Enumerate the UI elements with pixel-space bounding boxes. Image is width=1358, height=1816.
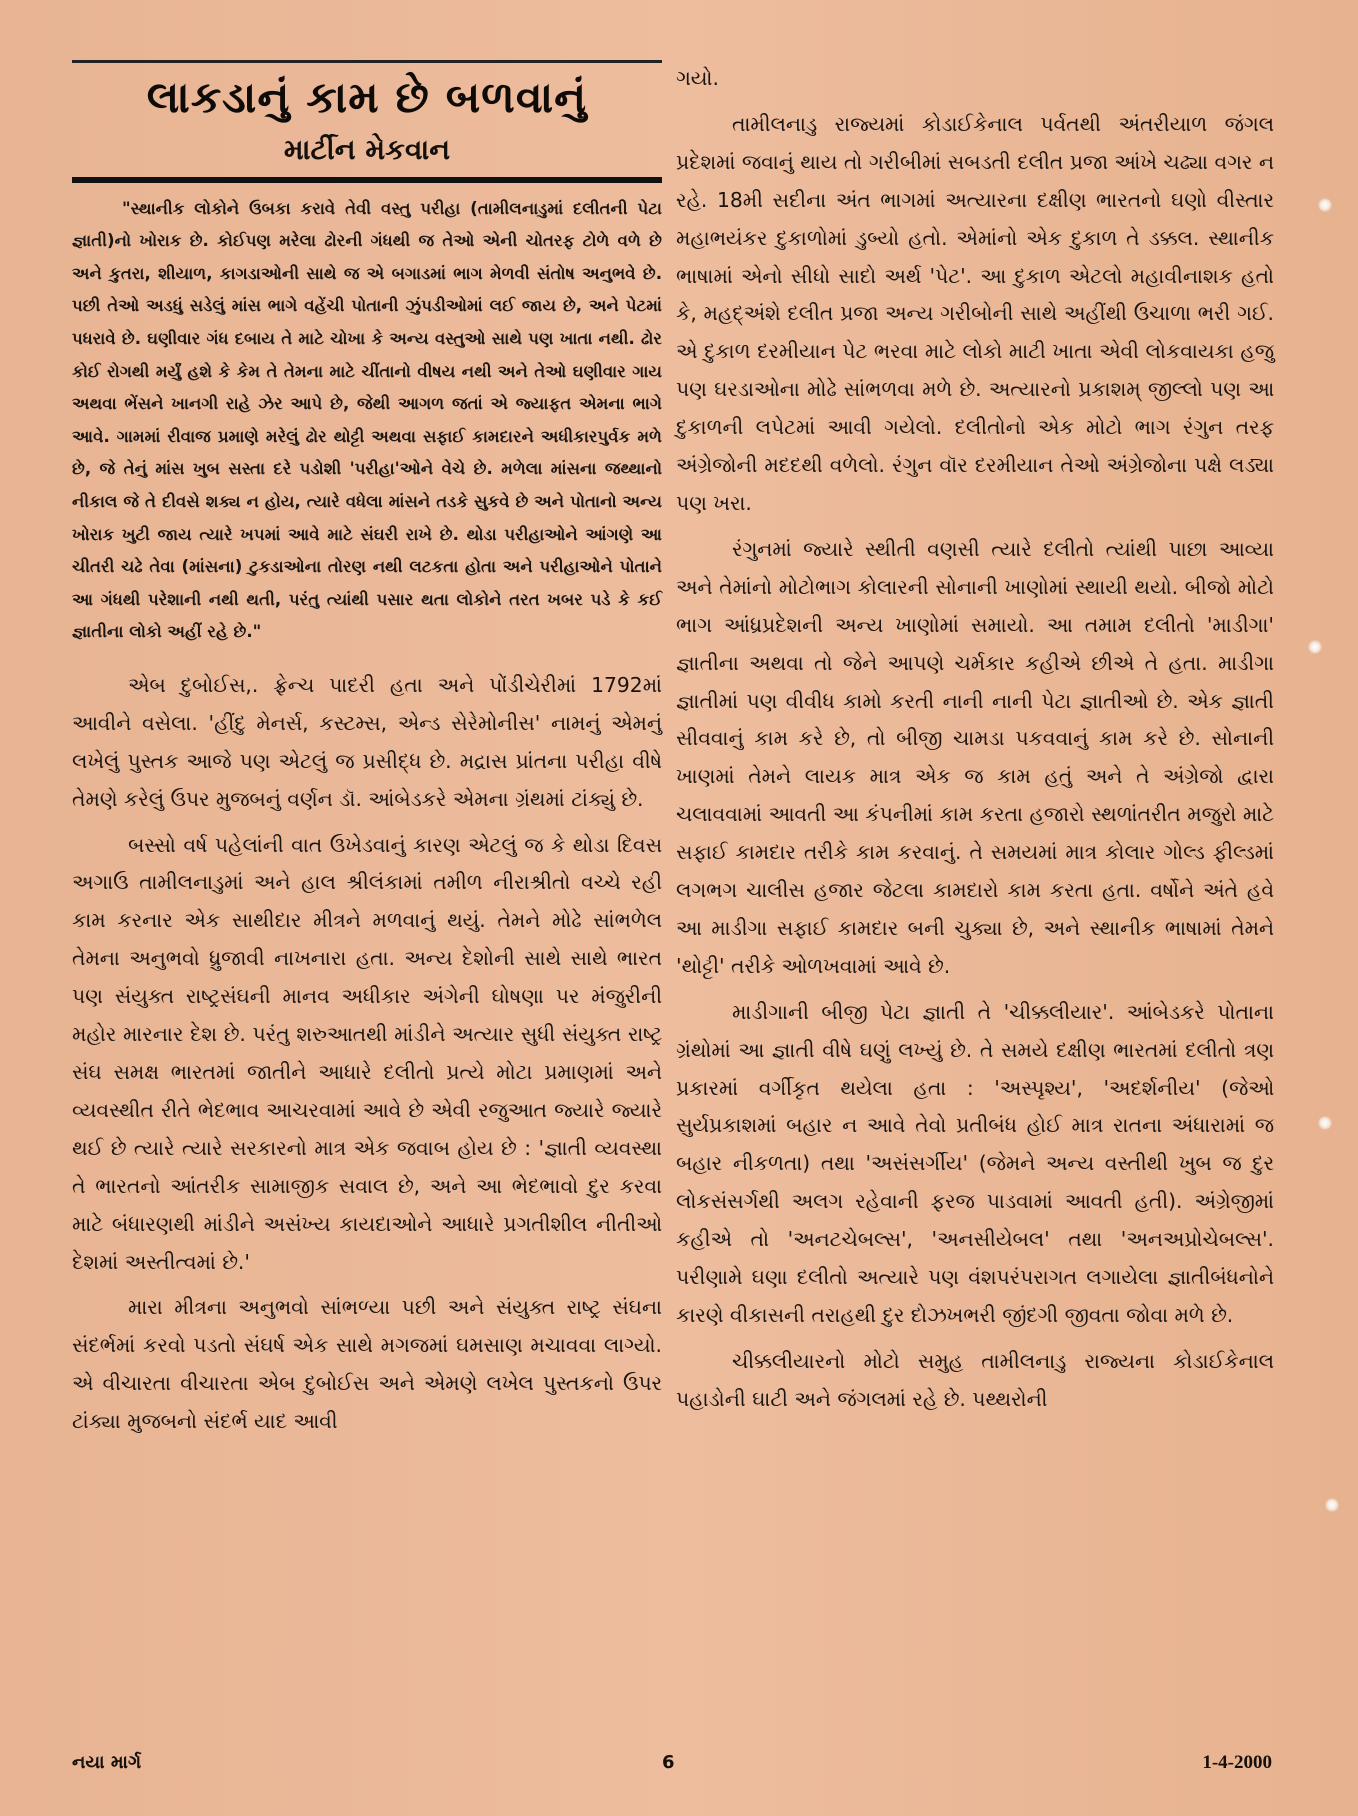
- body-paragraph: ચીક્કલીયારનો મોટો સમુહ તામીલનાડુ રાજ્યના કોડાઈકેનાલ પહાડોની ઘાટી અને જંગલમાં રહે છે. પથ્થરોની: [676, 1348, 1274, 1411]
- article-title: લાકડાનું કામ છે બળવાનું: [146, 73, 588, 123]
- body-paragraph: રંગુનમાં જ્યારે સ્થીતી વણસી ત્યારે દલીતો ત્યાંથી પાછા આવ્યા અને તેમાંનો મોટોભાગ કોલારની સોનાની ખાણોમાં સ્થાયી થયો. બીજો મોટો ભાગ આંધ્રપ્રદેશની અન્ય ખાણોમાં સમાયો. આ તમામ દલીતો 'માડીગા' જ્ઞાતીના અથવા તો જેને આપણે ચર્મકાર કહીએ છીએ તે હતા. માડીગા જ્ઞાતીમાં પણ વીવીધ કામો કરતી નાની નાની પેટા જ્ઞાતીઓ છે. એક જ્ઞાતી સીવવાનું કામ કરે છે, તો બીજી ચામડા પકવવાનું કામ કરે છે. સોનાની ખાણમાં તેમને લાયક માત્ર એક જ કામ હતું અને તે અંગ્રેજો દ્વારા ચલાવવામાં આવતી આ કંપનીમાં કામ કરતા હજારો સ્થળાંતરીત મજુરો માટે સફાઈ કામદાર તરીકે કામ કરવાનું. તે સમયમાં માત્ર કોલાર ગોલ્ડ ફીલ્ડમાં લગભગ ચાલીસ હજાર જેટલા કામદારો કામ કરતા હતા. વર્ષોને અંતે હવે આ માડીગા સફાઈ કામદાર બની ચુક્યા છે, અને સ્થાનીક ભાષામાં તેમને 'થોટ્ટી' તરીકે ઓળખવામાં આવે છે.: [676, 536, 1274, 978]
- punch-hole: [1308, 640, 1322, 654]
- punch-hole: [1318, 198, 1332, 212]
- issue-date: 1-4-2000: [1202, 1752, 1272, 1773]
- body-paragraph: તામીલનાડુ રાજ્યમાં કોડાઈકેનાલ પર્વતથી અંતરીયાળ જંગલ પ્રદેશમાં જવાનું થાય તો ગરીબીમાં સબડતી દલીત પ્રજા આંખે ચઢ્યા વગર ન રહે. 18મી સદીના અંત ભાગમાં અત્યારના દક્ષીણ ભારતનો ઘણો વીસ્તાર મહાભયંકર દુકાળોમાં ડુબ્યો હતો. એમાંનો એક દુકાળ તે ડક્કલ. સ્થાનીક ભાષામાં એનો સીધો સાદો અર્થ 'પેટ'. આ દુકાળ એટલો મહાવીનાશક હતો કે, મહદ્અંશે દલીત પ્રજા અન્ય ગરીબોની સાથે અહીંથી ઉચાળા ભરી ગઈ. એ દુકાળ દરમીયાન પેટ ભરવા માટે લોકો માટી ખાતા એવી લોકવાયકા હજુ પણ ઘરડાઓના મોઢે સાંભળવા મળે છે. અત્યારનો પ્રકાશમ્ જીલ્લો પણ આ દુકાળની લપેટમાં આવી ગયેલો. દલીતોનો એક મોટો ભાગ રંગુન તરફ અંગ્રેજોની મદદથી વળેલો. રંગુન વૉર દરમીયાન તેઓ અંગ્રેજોના પક્ષે લડ્યા પણ ખરા.: [676, 111, 1274, 515]
- title-bottom-rule: [72, 177, 662, 183]
- punch-hole: [1325, 1498, 1339, 1512]
- left-column: [72, 60, 662, 1441]
- body-paragraph: બસ્સો વર્ષ પહેલાંની વાત ઉખેડવાનું કારણ એટલું જ કે થોડા દિવસ અગાઉ તામીલનાડુમાં અને હાલ શ્રીલંકામાં તમીળ નીરાશ્રીતો વચ્ચે રહી કામ કરનાર એક સાથીદાર મીત્રને મળવાનું થયું. તેમને મોઢે સાંભળેલ તેમના અનુભવો ધ્રુજાવી નાખનારા હતા. અન્ય દેશોની સાથે સાથે ભારત પણ સંયુક્ત રાષ્ટ્રસંઘની માનવ અધીકાર અંગેની ઘોષણા પર મંજુરીની મહોર મારનાર દેશ છે. પરંતુ શરુઆતથી માંડીને અત્યાર સુધી સંયુક્ત રાષ્ટ્ર સંઘ સમક્ષ ભારતમાં જાતીને આધારે દલીતો પ્રત્યે મોટા પ્રમાણમાં અને વ્યવસ્થીત રીતે ભેદભાવ આચરવામાં આવે છે એવી રજુઆત જ્યારે જ્યારે થઈ છે ત્યારે ત્યારે સરકારનો માત્ર એક જવાબ હોય છે : 'જ્ઞાતી વ્યવસ્થા તે ભારતનો આંતરીક સામાજીક સવાલ છે, અને આ ભેદભાવો દુર કરવા માટે બંધારણથી માંડીને અસંખ્ય કાયદાઓને આધારે પ્રગતીશીલ નીતીઓ દેશમાં અસ્તીત્વમાં છે.': [72, 832, 662, 1274]
- body-paragraph: એબ દુબોઈસ,. ફ્રેન્ચ પાદરી હતા અને પોંડીચેરીમાં 1792માં આવીને વસેલા. 'હીંદુ મેનર્સ, કસ્ટમ્સ, એન્ડ સેરેમોનીસ' નામનું એમનું લખેલું પુસ્તક આજે પણ એટલું જ પ્રસીદ્ધ છે. મદ્રાસ પ્રાંતના પરીહા વીષે તેમણે કરેલું ઉપર મુજબનું વર્ણન ડૉ. આંબેડકરે એમના ગ્રંથમાં ટાંક્યું છે.: [72, 672, 662, 811]
- punch-hole: [1318, 1116, 1332, 1130]
- article-author: માર્ટીન મેકવાન: [283, 132, 451, 166]
- body-paragraph: મારા મીત્રના અનુભવો સાંભળ્યા પછી અને સંયુક્ત રાષ્ટ્ર સંઘના સંદર્ભમાં કરવો પડતો સંઘર્ષ એક સાથે મગજમાં ઘમસાણ મચાવવા લાગ્યો. એ વીચારતા વીચારતા એબ દુબોઈસ અને એમણે લખેલ પુસ્તકનો ઉપર ટાંક્યા મુજબનો સંદર્ભ યાદ આવી: [72, 1295, 662, 1434]
- continued-text: ગયો.: [676, 66, 719, 90]
- opening-quote: "સ્થાનીક લોકોને ઉબકા કરાવે તેવી વસ્તુ પરીહા (તામીલનાડુમાં દલીતની પેટા જ્ઞાતી)નો ખોરાક છે. કોઈપણ મરેલા ઢોરની ગંધથી જ તેઓ એની ચોતરફ ટોળે વળે છે અને કુતરા, શીયાળ, કાગડાઓની સાથે જ એ બગાડમાં ભાગ મેળવી સંતોષ અનુભવે છે. પછી તેઓ અડધું સડેલું માંસ ભાગે વહેંચી પોતાની ઝુંપડીઓમાં લઈ જાય છે, અને પેટમાં પધરાવે છે. ઘણીવાર ગંધ દબાય તે માટે ચોખા કે અન્ય વસ્તુઓ સાથે પણ ખાતા નથી. ઢોર કોઈ રોગથી મર્યું હશે કે કેમ તે તેમના માટે ચીંતાનો વીષય નથી અને તેઓ ઘણીવાર ગાય અથવા ભેંસને ખાનગી રાહે ઝેર આપે છે, જેથી આગળ જતાં એ જ્યાફત એમના ભાગે આવે. ગામમાં રીવાજ પ્રમાણે મરેલું ઢોર થોટ્ટી અથવા સફાઈ કામદારને અધીકારપુર્વક મળે છે, જે તેનું માંસ ખુબ સસ્તા દરે પડોશી 'પરીહા'ઓને વેચે છે. મળેલા માંસના જથ્થાનો નીકાલ જે તે દીવસે શક્ય ન હોય, ત્યારે વધેલા માંસને તડકે સુકવે છે અને પોતાનો અન્ય ખોરાક ખુટી જાય ત્યારે ખપમાં આવે માટે સંઘરી રાખે છે. થોડા પરીહાઓને આંગણે આ ચીતરી ચઢે તેવા (માંસના) ટુકડાઓના તોરણ નથી લટકતા હોતા અને પરીહાઓને પોતાને આ ગંધથી પરેશાની નથી થતી, પરંતુ ત્યાંથી પસાર થતા લોકોને તરત ખબર પડે કે કઈ જ્ઞાતીના લોકો અહીં રહે છે.": [72, 198, 662, 642]
- page-footer: [72, 1752, 1272, 1782]
- title-top-rule: [72, 60, 662, 63]
- right-column: [676, 60, 1274, 1419]
- page-number: 6: [662, 1752, 675, 1773]
- publication-name: નયા માર્ગ: [72, 1752, 142, 1773]
- body-paragraph: માડીગાની બીજી પેટા જ્ઞાતી તે 'ચીક્કલીયાર'. આંબેડકરે પોતાના ગ્રંથોમાં આ જ્ઞાતી વીષે ઘણું લખ્યું છે. તે સમયે દક્ષીણ ભારતમાં દલીતો ત્રણ પ્રકારમાં વર્ગીકૃત થયેલા હતા : 'અસ્પૃશ્ય', 'અદર્શનીય' (જેઓ સુર્યપ્રકાશમાં બહાર ન આવે તેવો પ્રતીબંધ હોઈ માત્ર રાતના અંધારામાં જ બહાર નીકળતા) તથા 'અસંસર્ગીય' (જેમને અન્ય વસ્તીથી ખુબ જ દુર લોકસંસર્ગથી અલગ રહેવાની ફરજ પાડવામાં આવતી હતી). અંગ્રેજીમાં કહીએ તો 'અનટચેબલ્સ', 'અનસીયેબલ' તથા 'અનઅપ્રોચેબલ્સ'. પરીણામે ઘણા દલીતો અત્યારે પણ વંશપરંપરાગત લગાયેલા જ્ઞાતીબંધનોને કારણે વીકાસની તરાહથી દુર દોઝખભરી જીંદગી જીવતા જોવા મળે છે.: [676, 999, 1274, 1327]
